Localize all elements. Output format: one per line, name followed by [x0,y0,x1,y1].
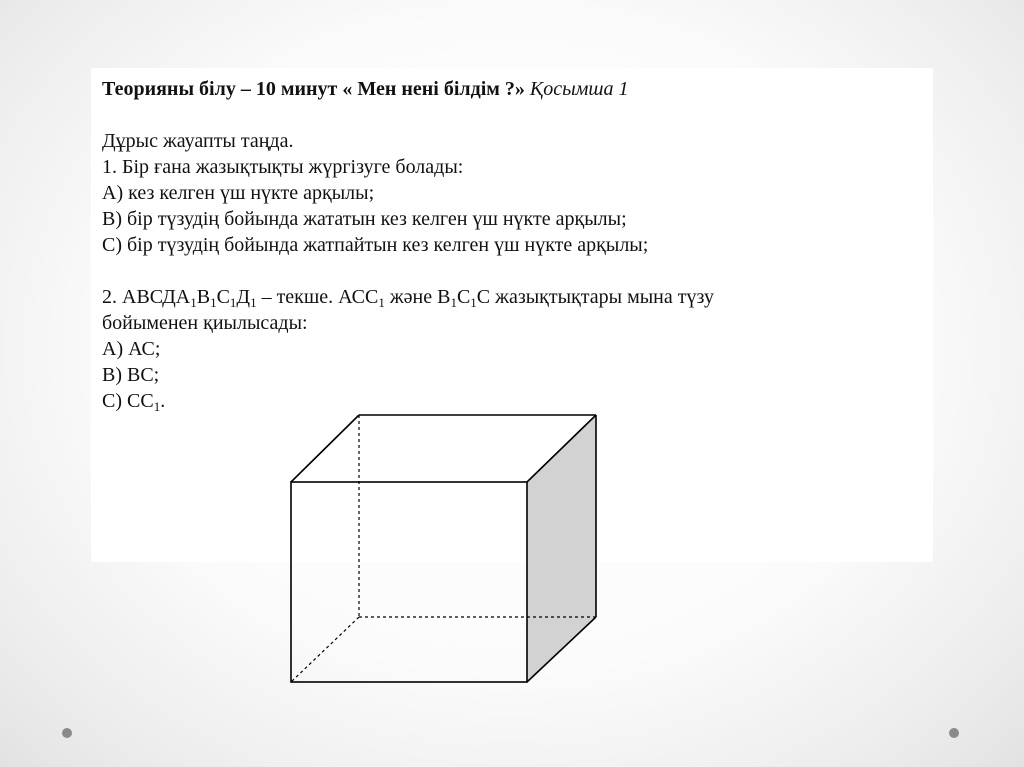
title-bold: Теорияны білу – 10 минут « Мен нені білдім ?» [102,78,525,100]
question-1: 1. Бір ғана жазықтықты жүргізуге болады: [102,156,464,178]
instruction: Дұрыс жауапты таңда. [102,130,294,152]
question-2-option-b: В) ВС; [102,364,160,386]
cube-front-face [291,482,527,682]
question-2-option-c: С) $СС_1$. [102,390,166,414]
task-text [102,76,922,414]
spacer [102,102,922,128]
question-2-line-2: бойыменен қиылысады: [102,312,308,334]
cube-diagram [280,405,610,690]
bullet-dot-right [949,728,959,738]
question-2-option-a: А) АС; [102,338,161,360]
bullet-dot-left [62,728,72,738]
question-1-option-a: А) кез келген үш нүкте арқылы; [102,182,375,204]
question-1-option-c: С) бір түзудің бойында жатпайтын кез келген үш нүкте арқылы; [102,234,649,256]
cube-side-face [527,415,596,682]
question-2-line-1: 2. $АВСДА_1В_1С_1Д_1$ – текше. $АСС_1$ және $В_1С_1С$ жазықтықтары мына түзу [102,286,714,310]
header-line [102,76,922,102]
hidden-edge-diagonal [291,617,359,682]
spacer [102,258,922,284]
title-italic: Қосымша 1 [529,78,629,100]
top-edge-left [291,415,359,482]
question-1-option-b: В) бір түзудің бойында жататын кез келген үш нүкте арқылы; [102,208,627,230]
